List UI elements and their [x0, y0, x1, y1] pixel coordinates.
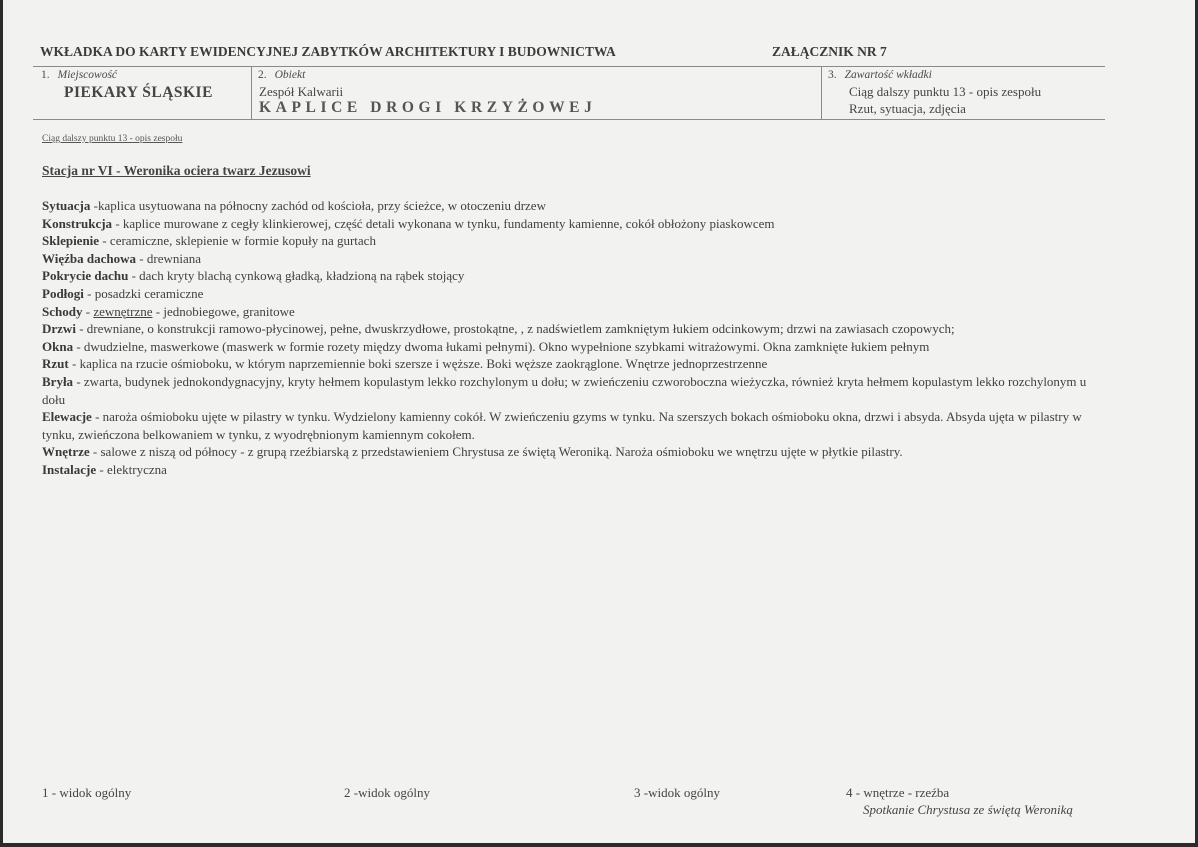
description-term: Drzwi — [42, 321, 76, 337]
document-sheet — [3, 0, 1195, 843]
description-item: Okna - dwudzielne, maswerkowe (maswerk w formie rozety między dwoma łukami pełnymi). Okno wypełnione szybkami witrażowymi. Okna zamknięte łukiem pełnym — [42, 338, 930, 354]
description-text: - jednobiegowe, granitowe — [152, 303, 295, 319]
field-number: 2. — [258, 69, 267, 81]
photo-caption-3: 3 -widok ogólny — [634, 785, 720, 800]
description-term: Wnętrze — [42, 444, 90, 460]
description-term: Sklepienie — [42, 233, 100, 249]
description-item: Podłogi - posadzki ceramiczne — [42, 285, 204, 301]
description-item: Instalacje - elektryczna — [42, 461, 167, 477]
description-term: Więźba dachowa — [42, 250, 137, 266]
annex-number: ZAŁĄCZNIK NR 7 — [772, 44, 887, 59]
photo-caption-1: 1 - widok ogólny — [42, 785, 132, 800]
object-complex: Zespół Kalwarii — [259, 84, 344, 99]
description-item: Wnętrze - salowe z niszą od północy - z grupą rzeźbiarską z przedstawieniem Chrystusa ze świętą Weroniką. Naroża ośmioboku we wnętrzu ujęte w płytkie pilastry. — [42, 444, 903, 460]
description-term: Konstrukcja — [42, 215, 113, 231]
field-contents — [821, 67, 1106, 119]
description-text: posadzki ceramiczne — [94, 285, 204, 301]
description-item: Bryła - zwarta, budynek jednokondygnacyjny, kryty hełmem kopulastym lekko rozchylonym u dołu; w zwieńczeniu czworoboczna wieżyczka, również kryta hełmem kopulastym lekko rozchylonym u dołu — [42, 373, 1087, 407]
photo-caption-4-subtitle: Spotkanie Chrystusa ze świętą Weroniką — [863, 802, 1073, 817]
description-text: naroża ośmioboku ujęte w pilastry w tynku. Wydzielony kamienny cokół. W zwieńczeniu gzyms w tynku. Na szerszych bokach ośmioboku okna, drzwi i absyda. Absyda ujęta w pilastry w tynku, zwieńczona belkowaniem w tynku, z wyodrębnionym kamiennym cokołem. — [42, 409, 1082, 442]
document-title: WKŁADKA DO KARTY EWIDENCYJNEJ ZABYTKÓW ARCHITEKTURY I BUDOWNICTWA — [40, 44, 616, 59]
description-text: drewniane, o konstrukcji ramowo-płycinowej, pełne, dwuskrzydłowe, prostokątne, , z nadświetlem zamkniętym łukiem odcinkowym; drzwi na zawiasach czopowych; — [86, 321, 955, 337]
field-location — [33, 67, 251, 119]
description-text: drewniana — [146, 250, 201, 266]
description-item: Konstrukcja - kaplice murowane z cegły klinkierowej, część detali wykonana w tynku, fundamenty kamienne, cokół obłożony piaskowcem — [42, 215, 775, 231]
description-item: Pokrycie dachu - dach kryty blachą cynkową gładką, kładzioną na rąbek stojący — [42, 268, 465, 284]
description-body — [42, 197, 1112, 479]
field-label: Obiekt — [274, 69, 306, 81]
description-text: kaplice murowane z cegły klinkierowej, część detali wykonana w tynku, fundamenty kamienne, cokół obłożony piaskowcem — [122, 215, 775, 231]
description-item: Drzwi - drewniane, o konstrukcji ramowo-płycinowej, pełne, dwuskrzydłowe, prostokątne, , z nadświetlem zamkniętym łukiem odcinkowym; drzwi na zawiasach czopowych; — [42, 321, 955, 337]
description-term: Podłogi — [42, 285, 84, 301]
description-term: Instalacje — [42, 461, 97, 477]
description-text: dwudzielne, maswerkowe (maswerk w formie rozety między dwoma łukami pełnymi). Okno wypełnione szybkami witrażowymi. Okna zamknięte łukiem pełnym — [83, 338, 930, 354]
description-term: Bryła — [42, 373, 74, 389]
description-term: Sytuacja — [42, 198, 91, 213]
field-number: 3. — [828, 69, 837, 81]
description-term: Elewacje — [42, 409, 92, 425]
continued-note: Ciąg dalszy punktu 13 - opis zespołu — [42, 134, 183, 144]
field-number: 1. — [41, 69, 50, 81]
description-text: ceramiczne, sklepienie w formie kopuły na gurtach — [109, 233, 376, 249]
contents-line-1: Ciąg dalszy punktu 13 - opis zespołu — [849, 84, 1042, 99]
object-name: KAPLICE DROGI KRZYŻOWEJ — [259, 99, 597, 116]
description-text: kaplica na rzucie ośmioboku, w którym naprzemiennie boki szersze i węższe. Boki węższe zaokrąglone. Wnętrze jednoprzestrzenne — [79, 356, 768, 372]
field-object — [251, 67, 822, 119]
description-text: dach kryty blachą cynkową gładką, kładzioną na rąbek stojący — [139, 268, 465, 284]
description-term: Schody — [42, 303, 83, 319]
station-heading: Stacja nr VI - Weronika ociera twarz Jezusowi — [42, 163, 311, 178]
description-item: Schody - zewnętrzne - jednobiegowe, granitowe — [42, 303, 295, 319]
description-text: kaplica usytuowana na północny zachód od kościoła, przy ścieżce, w otoczeniu drzew — [97, 198, 546, 213]
description-text: salowe z niszą od północy - z grupą rzeźbiarską z przedstawieniem Chrystusa ze świętą Weroniką. Naroża ośmioboku we wnętrzu ujęte w płytkie pilastry. — [100, 444, 903, 460]
contents-line-2: Rzut, sytuacja, zdjęcia — [849, 101, 966, 116]
description-item: Elewacje - naroża ośmioboku ujęte w pilastry w tynku. Wydzielony kamienny cokół. W zwieńczeniu gzyms w tynku. Na szerszych bokach ośmioboku okna, drzwi i absyda. Absyda ujęta w pilastry w tynku, zwieńczona belkowaniem w tynku, z wyodrębnionym kamiennym cokołem. — [42, 409, 1082, 442]
description-text: elektryczna — [107, 461, 167, 477]
field-label: Miejscowość — [57, 69, 118, 81]
description-term: Okna — [42, 338, 74, 354]
field-label: Zawartość wkładki — [844, 69, 932, 81]
description-underlined: zewnętrzne — [93, 303, 153, 319]
description-item: Sytuacja -kaplica usytuowana na północny zachód od kościoła, przy ścieżce, w otoczeniu drzew — [42, 198, 546, 213]
description-term: Pokrycie dachu — [42, 268, 129, 284]
description-text: zwarta, budynek jednokondygnacyjny, kryty hełmem kopulastym lekko rozchylonym u dołu; w zwieńczeniu czworoboczna wieżyczka, również kryta hełmem kopulastym lekko rozchylonym u dołu — [42, 373, 1087, 407]
description-item: Sklepienie - ceramiczne, sklepienie w formie kopuły na gurtach — [42, 233, 376, 249]
location-value: PIEKARY ŚLĄSKIE — [64, 84, 213, 101]
photo-caption-4: 4 - wnętrze - rzeźba — [846, 785, 950, 800]
photo-caption-2: 2 -widok ogólny — [344, 785, 430, 800]
header-table — [33, 66, 1105, 120]
description-item: Więźba dachowa - drewniana — [42, 250, 201, 266]
description-term: Rzut — [42, 356, 69, 372]
description-item: Rzut - kaplica na rzucie ośmioboku, w którym naprzemiennie boki szersze i węższe. Boki węższe zaokrąglone. Wnętrze jednoprzestrzenne — [42, 356, 768, 372]
